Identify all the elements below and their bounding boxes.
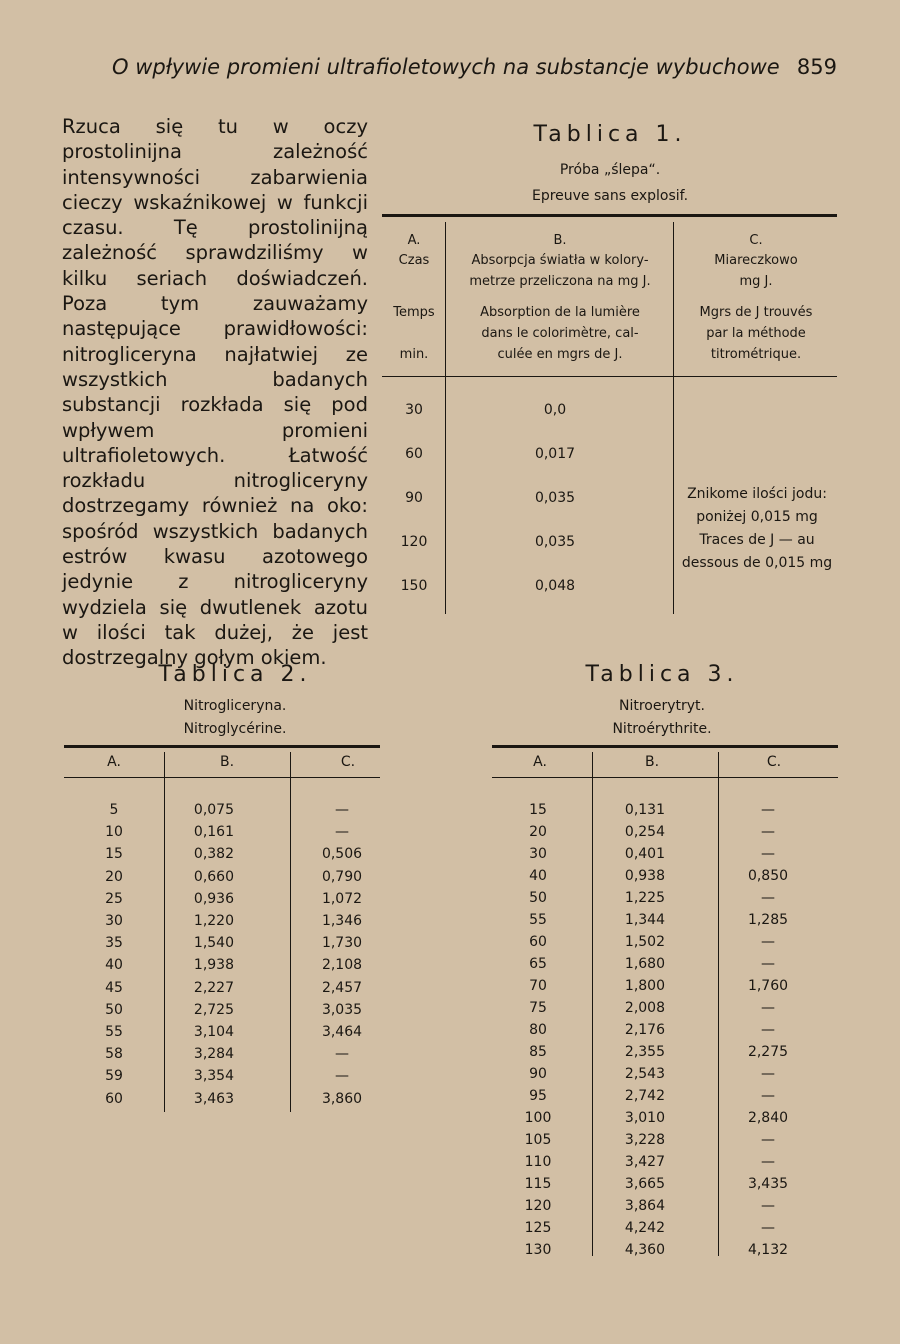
t1-r4-b: 0,035 [534, 534, 576, 550]
t1-r3-a: 90 [405, 490, 423, 506]
cell-b: 4,360 [624, 1242, 665, 1258]
cell-b: 3,228 [624, 1132, 665, 1148]
cell-c: 2,457 [321, 979, 363, 996]
cell-c: 3,464 [321, 1024, 363, 1040]
table-3-header-rule [492, 777, 838, 778]
cell-c: — [761, 890, 775, 906]
cell-c: — [761, 1154, 775, 1170]
table-3-divider-1 [592, 752, 593, 1256]
cell-c: — [761, 1132, 775, 1148]
cell-c: — [761, 1000, 775, 1016]
cell-c: 2,840 [747, 1110, 789, 1126]
cell-c: — [761, 1022, 775, 1038]
cell-a: 90 [529, 1066, 547, 1082]
cell-a: 20 [529, 824, 547, 840]
cell-a: 40 [529, 868, 547, 884]
t1-r5-b: 0,048 [534, 578, 576, 594]
t1-col-c-fr-3: titrométrique. [710, 347, 802, 362]
cell-a: 70 [529, 978, 547, 994]
cell-c: 1,760 [747, 978, 789, 994]
t1-r2-a: 60 [405, 446, 423, 462]
t1-col-b-pl-2: metrze przeliczona na mg J. [469, 274, 651, 289]
t1-col-b-letter: B. [553, 233, 567, 248]
cell-a: 25 [105, 890, 123, 907]
cell-b: 1,344 [624, 912, 665, 928]
cell-c: — [335, 1046, 349, 1063]
cell-b: 1,225 [624, 890, 665, 906]
t2-header-a: A. [107, 754, 121, 770]
t1-col-b-pl-1: Absorpcja światła w kolory- [471, 253, 649, 268]
t1-col-b-fr-3: culée en mgrs de J. [497, 347, 623, 362]
cell-a: 10 [105, 824, 123, 841]
t1-col-c-pl-1: Miareczkowo [714, 253, 798, 268]
cell-b: 3,864 [624, 1198, 665, 1214]
cell-b: 2,725 [193, 1001, 234, 1018]
cell-c: — [761, 956, 775, 972]
t3-header-c: C. [766, 754, 782, 770]
cell-a: 85 [529, 1044, 547, 1060]
t1-r4-a: 120 [400, 534, 428, 550]
table-1-top-rule [382, 214, 837, 217]
cell-a: 110 [524, 1154, 552, 1170]
cell-c: — [335, 1068, 349, 1085]
cell-a: 35 [105, 935, 123, 952]
cell-a: 45 [105, 979, 123, 996]
t3-header-a: A. [533, 754, 547, 770]
cell-a: 60 [529, 934, 547, 950]
table-2-subtitle-fr: Nitroglycérine. [183, 721, 287, 737]
body-paragraph: Rzuca się tu w oczy prostolinijna zależność intensywności zabarwienia cieczy wskaźnikowej w funkcji czasu. Tę prostolinijną zależność sprawdziliśmy w kilku seriach doświadczeń. Poza tym zauważamy następujące prawidłowości: nitrogliceryna najłatwiej ze wszystkich badanych substancji rozkłada się pod wpływem promieni ultrafioletowych. Łatwość rozkładu nitrogliceryny dostrzegamy również na oko: spośród wszystkich badanych estrów kwasu azotowego jedynie z nitrogliceryny wydziela się dwutlenek azotu w ilości tak dużej, że jest dostrzegalny gołym okiem. [62, 115, 368, 670]
t1-r1-a: 30 [405, 402, 423, 418]
t1-col-c-fr-1: Mgrs de J trouvés [699, 305, 813, 320]
t1-note-4: dessous de 0,015 mg [681, 555, 833, 571]
cell-b: 0,382 [193, 846, 234, 863]
cell-b: 2,355 [624, 1044, 665, 1060]
cell-a: 20 [105, 868, 123, 885]
cell-c: 3,035 [321, 1001, 363, 1018]
t2-header-c: C. [340, 754, 356, 770]
table-2-top-rule [64, 745, 380, 748]
t1-note-2: poniżej 0,015 mg [696, 509, 818, 525]
table-2-header-rule [64, 777, 380, 778]
cell-b: 1,680 [624, 956, 665, 972]
t1-col-a-pl: Czas [398, 253, 430, 268]
cell-a: 50 [529, 890, 547, 906]
cell-b: 3,463 [193, 1090, 234, 1107]
cell-c: 2,275 [747, 1044, 789, 1060]
cell-b: 0,075 [193, 802, 234, 818]
cell-c: — [335, 802, 349, 818]
t1-col-c-pl-2: mg J. [739, 274, 773, 289]
table-1-subtitle-fr: Epreuve sans explosif. [531, 188, 689, 204]
cell-a: 80 [529, 1022, 547, 1038]
t3-header-b: B. [644, 754, 660, 770]
cell-a: 59 [105, 1068, 123, 1085]
cell-b: 4,242 [624, 1220, 665, 1236]
t1-col-a-unit: min. [399, 347, 429, 362]
t1-col-a-letter: A. [407, 233, 421, 248]
table-3-top-rule [492, 745, 838, 748]
t1-note-3: Traces de J — au [699, 532, 815, 548]
table-3-subtitle-pl: Nitroerytryt. [619, 698, 705, 714]
cell-a: 30 [105, 913, 123, 929]
cell-b: 2,008 [624, 1000, 665, 1016]
table-3-subtitle-fr: Nitroérythrite. [612, 721, 712, 737]
t1-col-b-fr-1: Absorption de la lumière [480, 305, 640, 320]
cell-c: — [761, 846, 775, 862]
cell-a: 100 [524, 1110, 552, 1126]
cell-c: — [761, 1198, 775, 1214]
table-2-divider-2 [290, 752, 291, 1112]
cell-c: — [761, 1066, 775, 1082]
table-1-header-rule [382, 376, 837, 377]
cell-b: 1,540 [193, 935, 234, 952]
cell-a: 55 [105, 1024, 123, 1040]
cell-c: — [761, 802, 775, 818]
cell-a: 30 [529, 846, 547, 862]
t1-col-a-fr: Temps [393, 305, 435, 320]
cell-c: — [761, 1088, 775, 1104]
cell-c: 1,285 [747, 912, 789, 928]
cell-c: 1,346 [321, 913, 363, 929]
cell-c: 0,506 [321, 846, 363, 863]
cell-b: 0,161 [193, 824, 234, 841]
t1-col-c-letter: C. [749, 233, 763, 248]
cell-b: 1,502 [624, 934, 665, 950]
cell-c: 3,435 [747, 1176, 789, 1192]
cell-c: — [335, 824, 349, 841]
header-title: O wpływie promieni ultrafioletowych na substancje wybuchowe [112, 55, 780, 79]
cell-b: 0,254 [624, 824, 665, 840]
cell-a: 58 [105, 1046, 123, 1063]
cell-b: 3,010 [624, 1110, 665, 1126]
cell-b: 1,938 [193, 957, 234, 974]
t1-r2-b: 0,017 [534, 446, 576, 462]
cell-b: 0,131 [624, 802, 665, 818]
cell-a: 15 [529, 802, 547, 818]
cell-c: — [761, 1220, 775, 1236]
table-3-title: Tablica 3. [585, 662, 739, 687]
running-header [112, 55, 837, 79]
cell-b: 0,660 [193, 868, 234, 885]
cell-a: 60 [105, 1090, 123, 1107]
cell-a: 130 [524, 1242, 552, 1258]
t1-r1-b: 0,0 [543, 402, 567, 418]
cell-a: 75 [529, 1000, 547, 1016]
cell-b: 3,104 [193, 1024, 234, 1040]
cell-c: 1,072 [321, 890, 363, 907]
cell-a: 95 [529, 1088, 547, 1104]
cell-c: 4,132 [747, 1242, 789, 1258]
page-number: 859 [796, 55, 837, 79]
cell-b: 0,401 [624, 846, 665, 862]
cell-c: — [761, 934, 775, 950]
cell-b: 3,284 [193, 1046, 234, 1063]
cell-a: 5 [109, 802, 119, 818]
t1-r5-a: 150 [400, 578, 428, 594]
cell-b: 2,543 [624, 1066, 665, 1082]
cell-b: 0,938 [624, 868, 665, 884]
cell-b: 0,936 [193, 890, 234, 907]
cell-c: 3,860 [321, 1090, 363, 1107]
t2-header-b: B. [219, 754, 235, 770]
cell-b: 2,176 [624, 1022, 665, 1038]
cell-c: — [761, 824, 775, 840]
cell-a: 120 [524, 1198, 552, 1214]
t1-col-c-fr-2: par la méthode [706, 326, 806, 341]
table-1-title: Tablica 1. [533, 122, 687, 147]
cell-b: 3,354 [193, 1068, 234, 1085]
cell-a: 65 [529, 956, 547, 972]
cell-b: 2,227 [193, 979, 234, 996]
cell-b: 1,220 [193, 913, 234, 929]
cell-c: 0,790 [321, 868, 363, 885]
cell-c: 1,730 [321, 935, 363, 952]
cell-b: 2,742 [624, 1088, 665, 1104]
table-1-subtitle-pl: Próba „ślepa“. [559, 162, 661, 178]
t1-r3-b: 0,035 [534, 490, 576, 506]
table-1-divider-1 [445, 222, 446, 614]
cell-a: 55 [529, 912, 547, 928]
cell-c: 2,108 [321, 957, 363, 974]
cell-c: 0,850 [747, 868, 789, 884]
cell-a: 15 [105, 846, 123, 863]
cell-b: 3,665 [624, 1176, 665, 1192]
cell-a: 125 [524, 1220, 552, 1236]
cell-b: 1,800 [624, 978, 665, 994]
t1-col-b-fr-2: dans le colorimètre, cal- [481, 326, 639, 341]
cell-a: 115 [524, 1176, 552, 1192]
t1-note-1: Znikome ilości jodu: [687, 486, 827, 502]
table-2-title: Tablica 2. [158, 662, 312, 687]
table-3-divider-2 [718, 752, 719, 1256]
cell-a: 105 [524, 1132, 552, 1148]
cell-a: 50 [105, 1001, 123, 1018]
cell-b: 3,427 [624, 1154, 665, 1170]
table-2-subtitle-pl: Nitrogliceryna. [183, 698, 287, 714]
cell-a: 40 [105, 957, 123, 974]
